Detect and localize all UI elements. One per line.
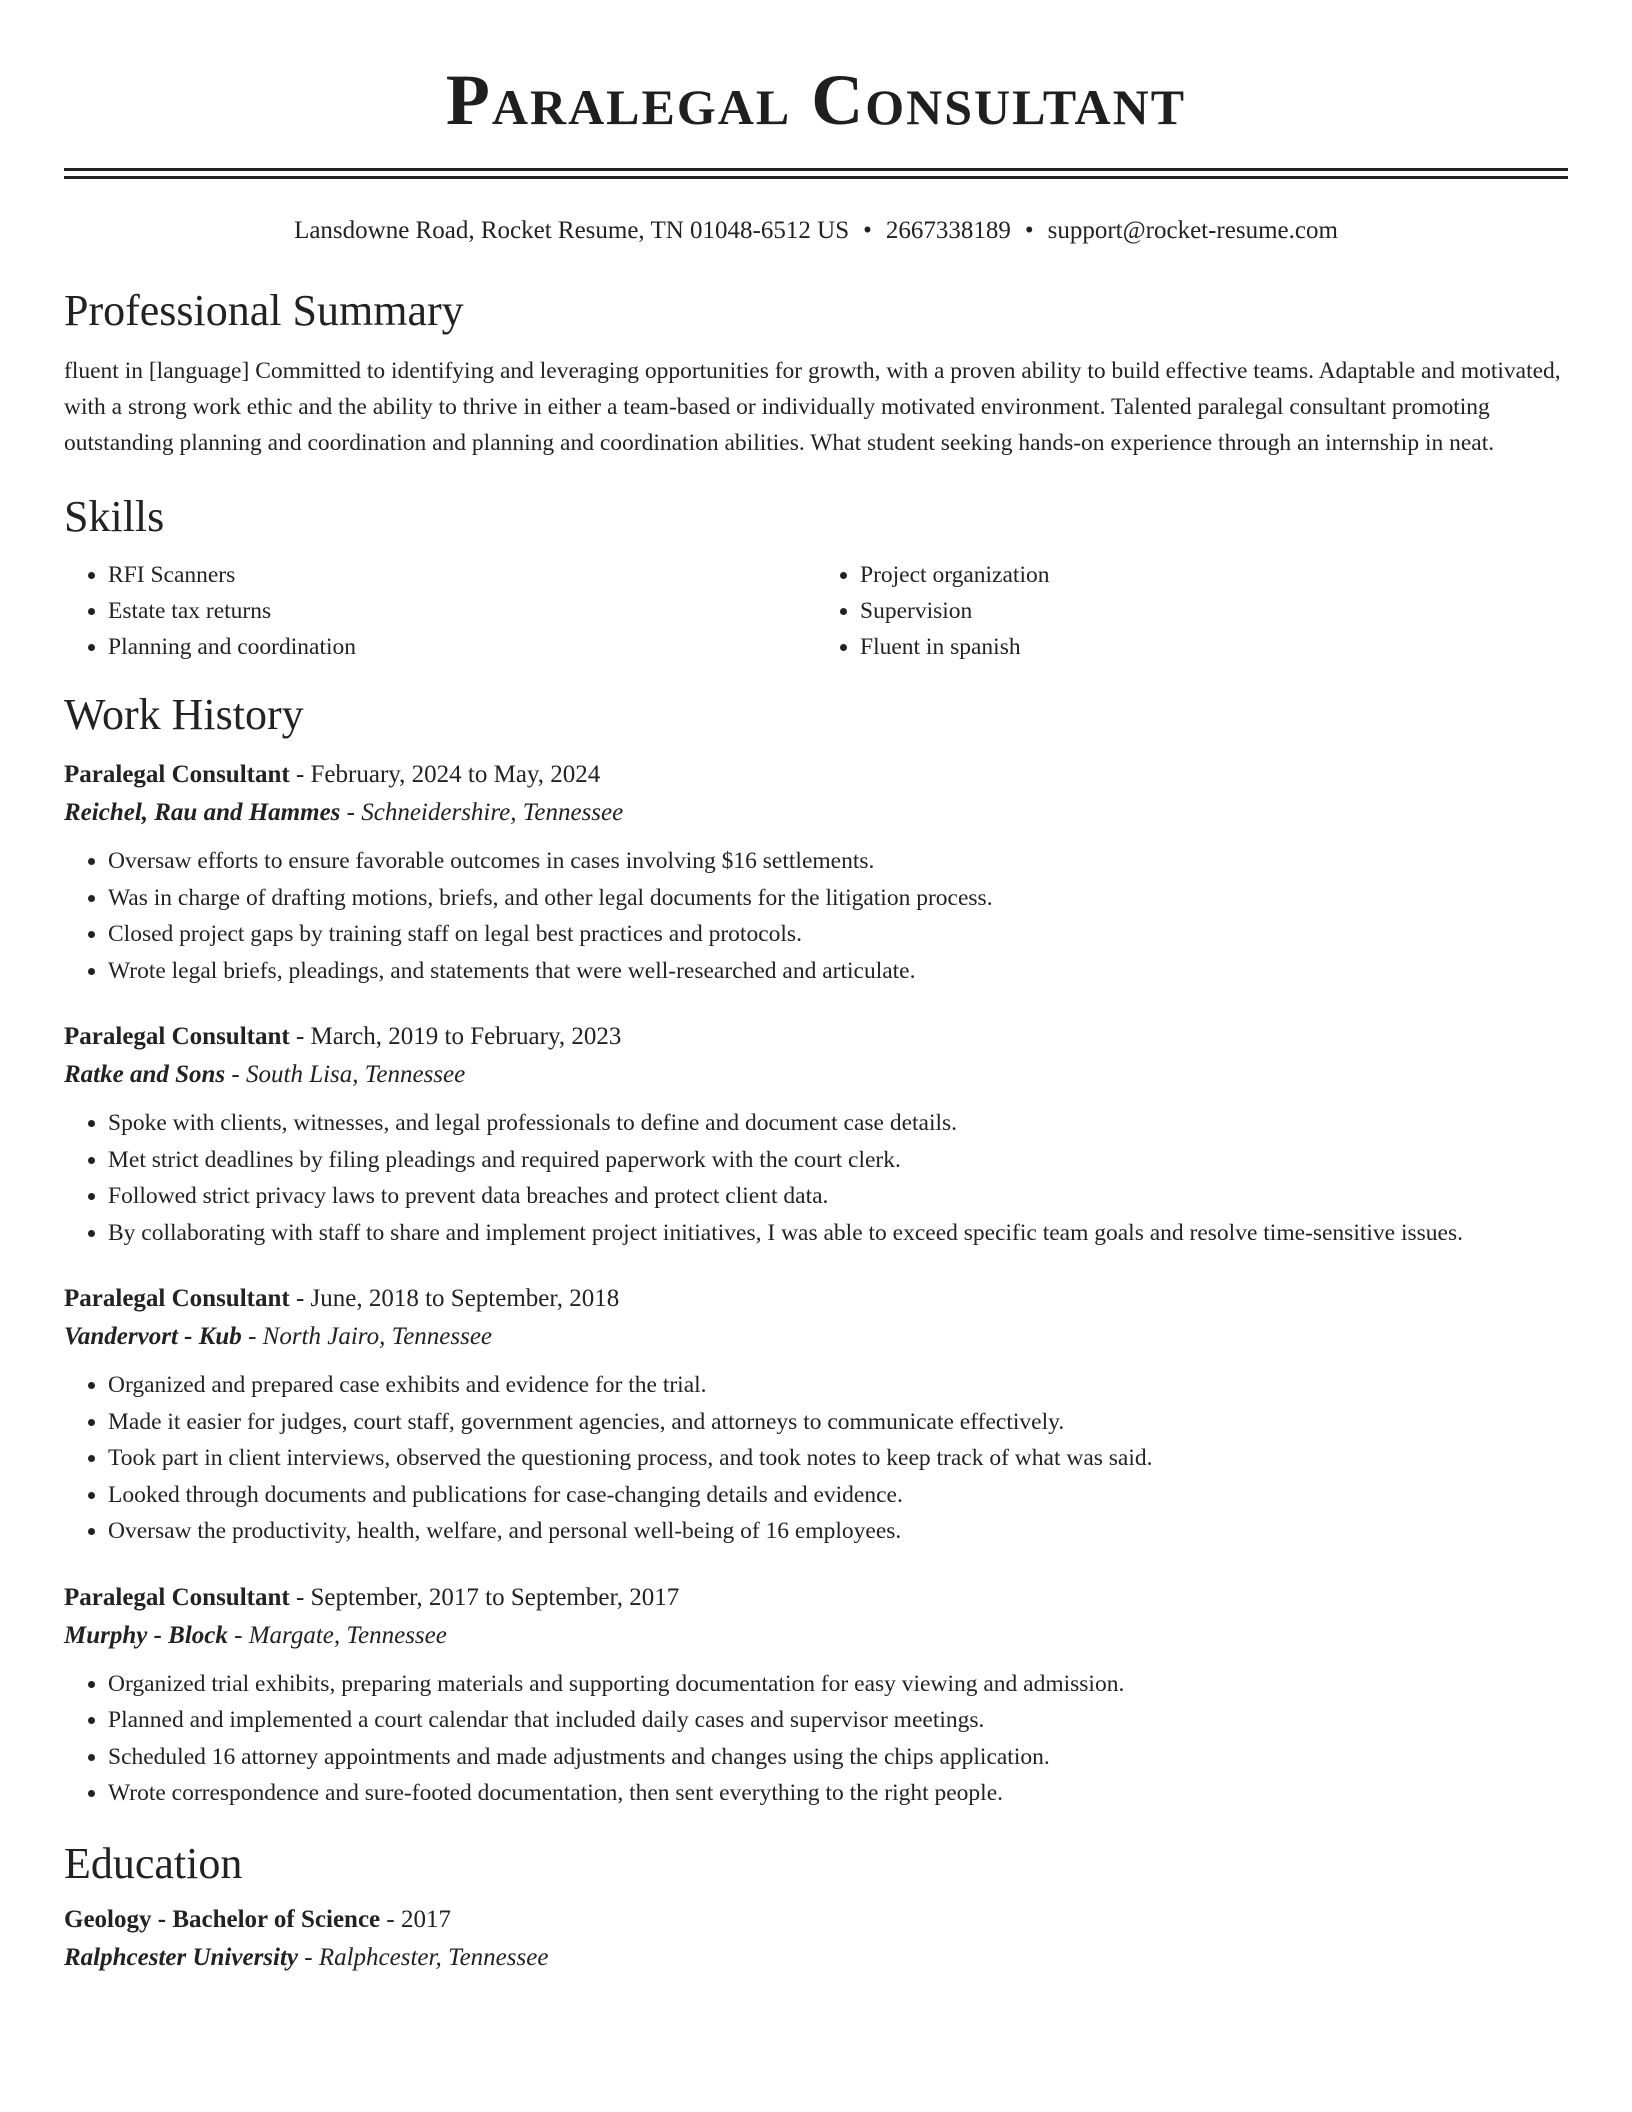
- job-company-line: [64, 793, 1568, 833]
- job-company-line: [64, 1616, 1568, 1656]
- resume-name: Paralegal Consultant: [445, 60, 1187, 140]
- job-bullet: • Spoke with clients, witnesses, and legal professionals to define and document case details.: [108, 1105, 1568, 1142]
- contact-phone: 2667338189: [885, 217, 1011, 244]
- job-company: Reichel, Rau and Hammes: [64, 799, 341, 826]
- skill-item: • Estate tax returns: [108, 593, 816, 629]
- job-bullets: [64, 1367, 1568, 1550]
- skills-heading: Skills: [64, 492, 165, 541]
- job-bullet: • Oversaw efforts to ensure favorable outcomes in cases involving $16 settlements.: [108, 843, 1568, 880]
- job-bullets: [64, 1666, 1568, 1812]
- skills-list: [64, 557, 1568, 665]
- skill-item: • Supervision: [860, 593, 1568, 629]
- education-location: - Ralphcester, Tennessee: [298, 1943, 549, 1971]
- job-bullet: • Followed strict privacy laws to prevent data breaches and protect client data.: [108, 1178, 1568, 1215]
- job-title-line: [64, 1580, 1568, 1616]
- job-location: - North Jairo, Tennessee: [241, 1323, 493, 1350]
- skill-item: • RFI Scanners: [108, 557, 816, 593]
- contact-separator: •: [863, 217, 872, 244]
- education-year: - 2017: [380, 1905, 451, 1933]
- job-location: - Schneidershire, Tennessee: [340, 799, 624, 826]
- job-bullets: [64, 843, 1568, 989]
- contact-address: Lansdowne Road, Rocket Resume, TN 01048-6512 US: [294, 217, 850, 244]
- job-title: Paralegal Consultant: [64, 761, 290, 788]
- job-bullets: [64, 1105, 1568, 1251]
- job-title-line: [64, 1281, 1568, 1317]
- job-bullet: • Wrote legal briefs, pleadings, and statements that were well-researched and articulate.: [108, 953, 1568, 990]
- job-company-line: [64, 1317, 1568, 1357]
- job-bullet: • Made it easier for judges, court staff, government agencies, and attorneys to communicate effectively.: [108, 1404, 1568, 1441]
- contact-line: [64, 215, 1568, 247]
- education-entry: [64, 1902, 1568, 1978]
- job-bullet: • Planned and implemented a court calendar that included daily cases and supervisor meetings.: [108, 1702, 1568, 1739]
- job-title-line: [64, 1019, 1568, 1055]
- job-company: Murphy - Block: [64, 1621, 228, 1649]
- job-company: Ratke and Sons: [64, 1061, 226, 1088]
- job-company: Vandervort - Kub: [64, 1323, 242, 1350]
- job-bullet: • Met strict deadlines by filing pleadings and required paperwork with the court clerk.: [108, 1142, 1568, 1179]
- job-company-line: [64, 1055, 1568, 1095]
- header-double-rule: [64, 168, 1568, 179]
- job-title: Paralegal Consultant: [64, 1285, 290, 1312]
- job-location: - South Lisa, Tennessee: [225, 1061, 466, 1088]
- job-bullet: • Oversaw the productivity, health, welfare, and personal well-being of 16 employees.: [108, 1513, 1568, 1550]
- education-degree: Geology - Bachelor of Science: [64, 1905, 381, 1933]
- summary-text: fluent in [language] Committed to identifying and leveraging opportunities for growth, with a proven ability to build effective teams. Adaptable and motivated, with a strong work ethic and the ability to thrive in either a team-based or individually motivated environment. Talented paralegal consultant promoting outstanding planning and coordination and planning and coordination abilities. What student seeking hands-on experience through an internship in neat.: [64, 358, 1561, 456]
- job-title: Paralegal Consultant: [64, 1023, 290, 1050]
- job-bullet: • Scheduled 16 attorney appointments and made adjustments and changes using the chips application.: [108, 1739, 1568, 1776]
- skill-item: • Project organization: [860, 557, 1568, 593]
- skills-column-left: [64, 557, 816, 665]
- job-location: - Margate, Tennessee: [227, 1621, 447, 1649]
- contact-separator: •: [1024, 217, 1034, 244]
- job-entry: [64, 1281, 1568, 1550]
- job-bullet: • Wrote correspondence and sure-footed documentation, then sent everything to the right people.: [108, 1775, 1568, 1812]
- job-title-line: [64, 757, 1568, 793]
- job-bullet: • Closed project gaps by training staff on legal best practices and protocols.: [108, 916, 1568, 953]
- job-dates: - June, 2018 to September, 2018: [289, 1285, 620, 1312]
- skill-item: • Fluent in spanish: [860, 629, 1568, 665]
- skill-item: • Planning and coordination: [108, 629, 816, 665]
- work-history-heading: Work History: [64, 690, 304, 739]
- education-school-line: [64, 1938, 1568, 1978]
- job-bullet: • By collaborating with staff to share and implement project initiatives, I was able to exceed specific team goals and resolve time-sensitive issues.: [108, 1215, 1568, 1252]
- job-title: Paralegal Consultant: [64, 1583, 290, 1611]
- summary-heading: Professional Summary: [64, 286, 464, 335]
- skills-column-right: [816, 557, 1568, 665]
- job-bullet: • Looked through documents and publications for case-changing details and evidence.: [108, 1477, 1568, 1514]
- job-entry: [64, 757, 1568, 989]
- education-degree-line: [64, 1902, 1568, 1938]
- job-entry: [64, 1580, 1568, 1812]
- job-dates: - March, 2019 to February, 2023: [289, 1023, 622, 1050]
- job-dates: - September, 2017 to September, 2017: [289, 1583, 680, 1611]
- job-bullet: • Took part in client interviews, observed the questioning process, and took notes to keep track of what was said.: [108, 1440, 1568, 1477]
- job-bullet: • Organized trial exhibits, preparing materials and supporting documentation for easy viewing and admission.: [108, 1666, 1568, 1703]
- job-dates: - February, 2024 to May, 2024: [289, 761, 601, 788]
- job-entry: [64, 1019, 1568, 1251]
- education-heading: Education: [64, 1838, 243, 1888]
- education-school: Ralphcester University: [64, 1943, 299, 1971]
- job-bullet: • Organized and prepared case exhibits and evidence for the trial.: [108, 1367, 1568, 1404]
- job-bullet: • Was in charge of drafting motions, briefs, and other legal documents for the litigation process.: [108, 880, 1568, 917]
- contact-email: support@rocket-resume.com: [1047, 217, 1338, 244]
